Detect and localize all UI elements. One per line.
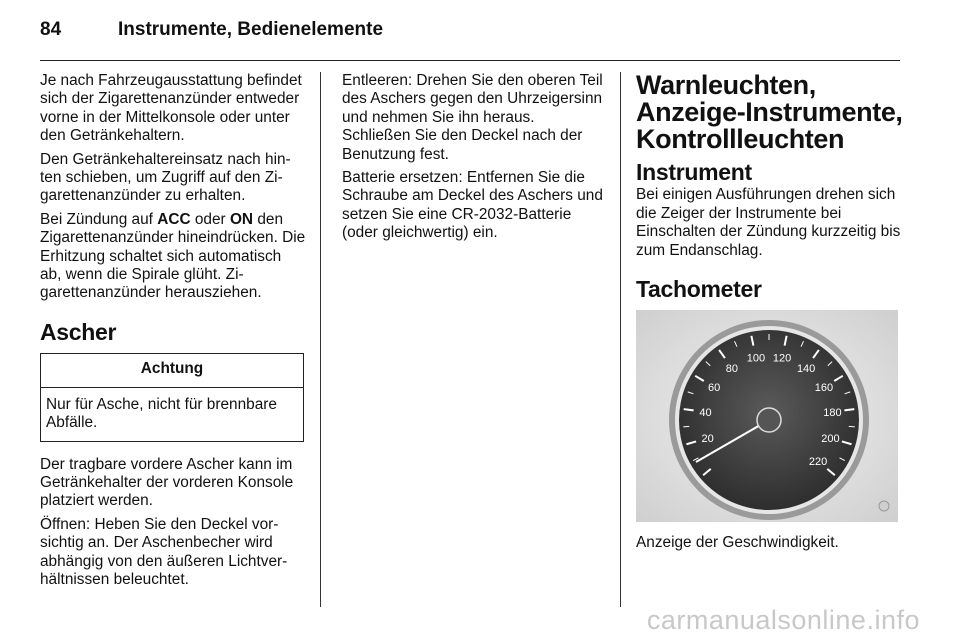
heading-instrument: Instrument — [636, 159, 752, 185]
speedometer-svg — [636, 310, 898, 522]
column-divider-1 — [320, 72, 321, 607]
gauge-label: 160 — [814, 382, 834, 395]
on-label: ON — [229, 210, 254, 228]
gauge-tick — [844, 410, 854, 411]
notice-body: Nur für Asche, nicht für brennbare Abfälle. — [46, 395, 277, 432]
gauge-label: 180 — [823, 407, 842, 420]
corner-knob — [879, 501, 889, 511]
acc-label: ACC — [157, 210, 191, 228]
gauge-tick — [684, 410, 694, 411]
gauge-label: 60 — [707, 382, 721, 395]
gauge-label: 40 — [699, 407, 712, 420]
gauge-label: 80 — [725, 363, 739, 376]
gauge-hub — [757, 408, 781, 432]
ignition-text-or: oder — [190, 210, 230, 228]
paragraph-portable-ashtray: Der tragbare vordere Ascher kann im Getränkehalter der vorderen Konsole platziert werden. — [40, 455, 294, 510]
paragraph-cupholder: Den Getränkehaltereinsatz nach hinten schieben, um Zugriff auf den Zigarettenanzünder zu erhalten. — [40, 150, 291, 205]
ignition-text-suffix: den Zigarettenanzünder hineindrücken. Die Erhitzung schaltet sich automatisch ab, wenn die Spirale glüht. Zigarettenanzünder herausziehen. — [40, 210, 306, 302]
speedometer-image — [636, 310, 898, 522]
notice-box — [40, 353, 304, 441]
header-divider — [40, 60, 900, 61]
heading-ascher: Ascher — [40, 318, 117, 345]
gauge-label: 200 — [821, 433, 840, 446]
paragraph-battery: Batterie ersetzen: Entfernen Sie die Schraube am Deckel des Aschers und setzen Sie eine CR-2032-Batterie (oder gleichwertig) ein. — [342, 169, 603, 242]
paragraph-empty-ashtray: Entleeren: Drehen Sie den oberen Teil des Aschers gegen den Uhrzeigersinn und nehmen Sie ihn heraus. Schließen Sie den Deckel nach der Benutzung fest. — [342, 72, 603, 163]
paragraph-lighter-location: Je nach Fahrzeugausstattung befindet sich der Zigarettenanzünder entweder vorne in der Mittelkonsole oder unter den Getränkehaltern. — [40, 72, 302, 145]
gauge-label: 220 — [808, 456, 828, 469]
column-right — [636, 72, 904, 558]
gauge-label: 120 — [772, 352, 792, 365]
notice-title: Achtung — [41, 354, 303, 387]
page-number: 84 — [40, 19, 62, 40]
gauge-label: 140 — [796, 363, 816, 376]
gauge-label: 20 — [701, 433, 714, 446]
paragraph-instrument: Bei einigen Ausführungen drehen sich die Zeiger der Instrumente bei Einschalten der Zündung kurzzeitig bis zum Endanschlag. — [636, 186, 901, 259]
heading-warning-lights: Warnleuchten, Anzeige-Instrumente, Kontrollleuchten — [636, 70, 903, 154]
ignition-text-prefix: Bei Zündung auf — [40, 210, 158, 228]
heading-tachometer: Tachometer — [636, 276, 762, 303]
paragraph-open-ashtray: Öffnen: Heben Sie den Deckel vorsichtig an. Der Aschenbecher wird abhängig von den äußeren Lichtverhältnissen beleuchtet. — [40, 515, 288, 588]
paragraph-ignition — [40, 211, 306, 303]
image-caption: Anzeige der Geschwindigkeit. — [636, 534, 839, 552]
watermark: carmanualsonline.info — [646, 605, 920, 635]
column-left — [40, 72, 306, 594]
gauge-label: 100 — [746, 352, 766, 365]
column-divider-2 — [620, 72, 621, 607]
column-middle — [342, 72, 604, 248]
running-title: Instrumente, Bedienelemente — [118, 19, 384, 40]
